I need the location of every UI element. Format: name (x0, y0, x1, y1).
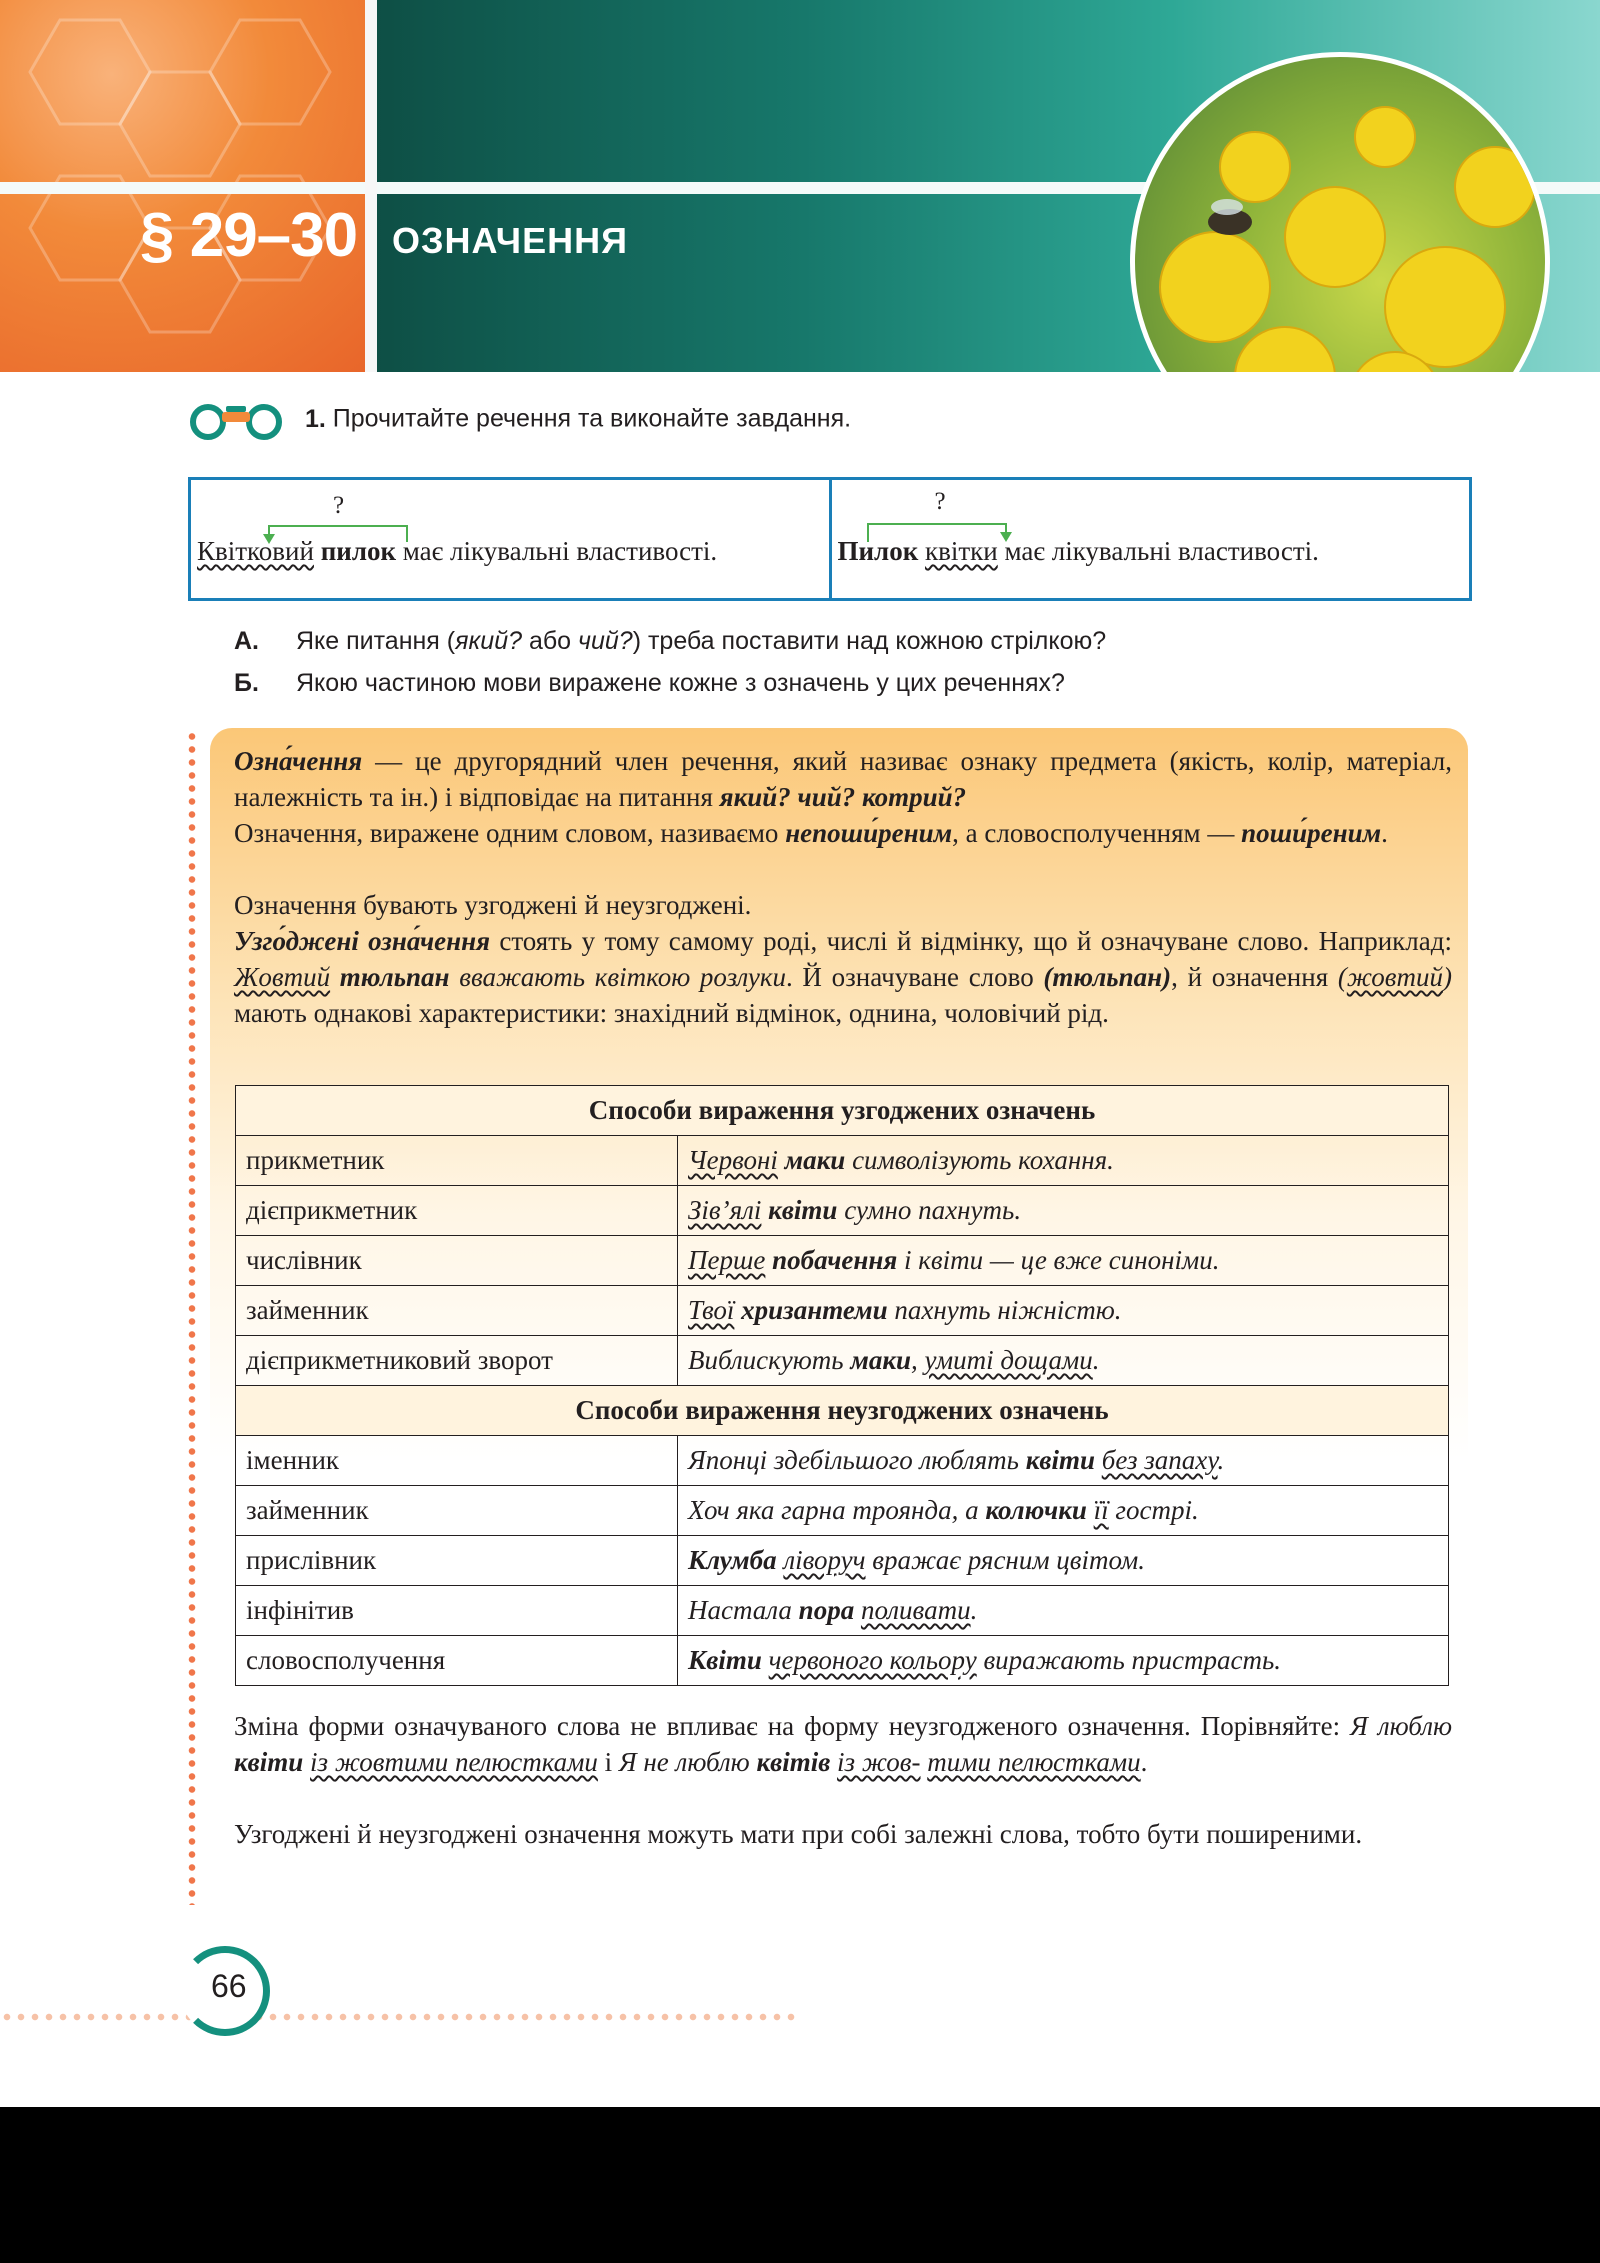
table-cell-example (678, 1536, 1449, 1586)
table-row (236, 1136, 1449, 1186)
question-b (234, 669, 1065, 698)
example-subject: тюльпан (339, 962, 450, 992)
rule-extended (234, 815, 1452, 851)
page-header (0, 0, 1600, 372)
table-cell-type: словосполучення (236, 1636, 678, 1686)
question-b-label: Б. (234, 669, 259, 697)
example-subject: Квіти (688, 1645, 762, 1675)
table-row (236, 1336, 1449, 1386)
rule-text: Зміна форми означуваного слова не впливає на форму неузгодженого означення. Порівняйте: (234, 1711, 1351, 1741)
example-text: Я не люблю (618, 1747, 757, 1777)
example-text: вважають квіткою розлуки (449, 962, 786, 992)
header-separator (365, 0, 377, 372)
sentence-2-rest: має лікувальні властивості. (997, 536, 1319, 566)
table-cell-example (678, 1136, 1449, 1186)
rule-text: , а словосполученням — (952, 818, 1242, 848)
rule-term: Узго́джені озна́чення (234, 926, 491, 956)
example-attribute: тими пелюстками (927, 1747, 1141, 1777)
example-subject: побачення (765, 1245, 898, 1275)
sentence-2-subject: Пилок (837, 536, 919, 566)
example-text: гострі. (1108, 1495, 1199, 1525)
binoculars-icon (186, 400, 286, 440)
task-instruction (186, 400, 851, 440)
sentence-cell-2 (829, 480, 1470, 598)
bee-icon (1208, 199, 1252, 235)
scan-black-border (0, 2107, 1600, 2263)
table-cell-example (678, 1586, 1449, 1636)
example-text: . (1092, 1345, 1100, 1375)
example-subject: колючки (985, 1495, 1087, 1525)
rule-text: . (1140, 1747, 1148, 1777)
rule-text: . Й означуване слово (785, 962, 1044, 992)
example-subject: квіти (761, 1195, 838, 1225)
example-attribute: її (1093, 1495, 1109, 1525)
table-row (236, 1486, 1449, 1536)
question-a-text: Яке питання ( (296, 627, 456, 655)
table-cell-type: прикметник (236, 1136, 678, 1186)
example-attribute: без запаху (1101, 1445, 1218, 1475)
question-mark: ? (333, 492, 345, 519)
example-text: виражають пристрасть. (976, 1645, 1281, 1675)
task-number: 1. (304, 404, 326, 433)
ways-table (235, 1085, 1449, 1686)
rule-text: . (1381, 818, 1388, 848)
example-text (762, 1645, 769, 1675)
table-cell-example (678, 1236, 1449, 1286)
table-cell-type: прислівник (236, 1536, 678, 1586)
rule-definition (234, 743, 1452, 815)
rule-text: стоять у тому самому роді, числі й відмінку, що й означуване слово. Наприклад: (490, 926, 1452, 956)
rule-dependent-words: Узгоджені й неузгоджені означення можуть мати при собі залежні слова, тобто бути поширеними. (234, 1819, 1363, 1849)
example-subject: Клумба (688, 1545, 777, 1575)
rule-text: , й означення (1171, 962, 1338, 992)
section-number: § 29–30 (140, 201, 358, 270)
example-attribute: поливати (860, 1595, 971, 1625)
example-text (1095, 1445, 1102, 1475)
table-row (236, 1186, 1449, 1236)
table-cell-type: інфінітив (236, 1586, 678, 1636)
table-row (236, 1636, 1449, 1686)
table-cell-type: іменник (236, 1436, 678, 1486)
question-a (234, 627, 1106, 656)
rule-form-change (234, 1708, 1452, 1780)
question-a-text: або (522, 627, 579, 655)
example-text (854, 1595, 861, 1625)
table-cell-type: займенник (236, 1486, 678, 1536)
sentence-2 (838, 536, 1319, 567)
table-row (236, 1236, 1449, 1286)
question-a-label: А. (234, 627, 259, 655)
section-title: ОЗНАЧЕННЯ (392, 220, 628, 261)
example-text: вражає рясним цвітом. (865, 1545, 1145, 1575)
rule-term: непоши́реним (785, 818, 953, 848)
question-a-italic: який? (455, 627, 522, 655)
example-attribute: із жовтими пелюстками (310, 1747, 598, 1777)
example-text: Настала (688, 1595, 799, 1625)
example-text: Виблискують (688, 1345, 851, 1375)
example-subject: хризантеми (734, 1295, 888, 1325)
rule-text: і (597, 1747, 619, 1777)
rule-term: Озна́чення (234, 746, 363, 776)
sentence-1 (197, 536, 717, 567)
example-subject: квітів (756, 1747, 831, 1777)
table-cell-example (678, 1486, 1449, 1536)
example-text: , (911, 1345, 925, 1375)
table-header-nonagreed: Способи вираження неузгоджених означень (236, 1386, 1449, 1436)
example-text: пахнуть ніжністю. (887, 1295, 1122, 1325)
example-text: Хоч яка гарна троянда, а (688, 1495, 986, 1525)
rule-term: поши́реним (1241, 818, 1382, 848)
example-subject: пора (798, 1595, 855, 1625)
task-text: Прочитайте речення та виконайте завдання. (332, 404, 852, 433)
rule-text: — це другорядний член речення, який називає ознаку предмета (якість, колір, матеріал, належність та ін.) і відповідає на питання (234, 746, 1452, 812)
rule-term: (тюльпан) (1043, 962, 1172, 992)
table-cell-example (678, 1336, 1449, 1386)
example-attribute: ліворуч (783, 1545, 866, 1575)
example-attribute: жовтий (1346, 962, 1443, 992)
example-attribute: червоного кольору (768, 1645, 977, 1675)
example-text: сумно пахнуть. (837, 1195, 1022, 1225)
rule-agreed (234, 923, 1452, 1031)
example-attribute: Жовтий (234, 962, 331, 992)
example-subject: квіти (234, 1747, 304, 1777)
rule-text: ) (1443, 962, 1452, 992)
table-cell-example (678, 1286, 1449, 1336)
example-text: . (970, 1595, 978, 1625)
table-cell-example (678, 1436, 1449, 1486)
rule-text: мають однакові характеристики: знахідний відмінок, однина, чоловічий рід. (234, 998, 1109, 1028)
example-attribute: Перше (688, 1245, 766, 1275)
sentence-1-rest: має лікувальні властивості. (396, 536, 718, 566)
table-row (236, 1436, 1449, 1486)
example-attribute: умиті дощами (924, 1345, 1093, 1375)
table-cell-example (678, 1186, 1449, 1236)
example-subject: маки (850, 1345, 912, 1375)
example-text: Я люблю (1350, 1711, 1453, 1741)
page-number: 66 (211, 1968, 247, 2004)
table-cell-type: дієприкметник (236, 1186, 678, 1236)
table-cell-type: числівник (236, 1236, 678, 1286)
table-cell-type: займенник (236, 1286, 678, 1336)
sentence-1-subject: пилок (320, 536, 397, 566)
example-text (1087, 1495, 1094, 1525)
example-text: символізують кохання. (845, 1145, 1114, 1175)
question-a-italic: чий? (578, 627, 633, 655)
dotted-margin-line (188, 730, 196, 1905)
sentence-1-attribute: Квітковий (197, 536, 314, 566)
example-subject: маки (777, 1145, 846, 1175)
sentence-2-attribute: квітки (925, 536, 998, 566)
sentence-box (188, 477, 1472, 601)
example-subject: квіти (1025, 1445, 1095, 1475)
question-mark: ? (934, 488, 946, 515)
rule-types: Означення бувають узгоджені й неузгоджені. (234, 890, 752, 920)
bottom-dotted-line (0, 2012, 800, 2022)
table-cell-type: дієприкметниковий зворот (236, 1336, 678, 1386)
question-a-text: ) треба поставити над кожною стрілкою? (632, 627, 1107, 655)
table-header-agreed: Способи вираження узгоджених означень (236, 1086, 1449, 1136)
example-text: Японці здебільшого люблять (688, 1445, 1026, 1475)
table-cell-example (678, 1636, 1449, 1686)
rule-text: ( (1337, 962, 1347, 992)
example-attribute: Зів’ялі (688, 1195, 762, 1225)
question-b-text: Якою частиною мови виражене кожне з означень у цих реченнях? (296, 669, 1065, 697)
table-row (236, 1286, 1449, 1336)
example-attribute: із жов- (837, 1747, 921, 1777)
example-attribute: Червоні (688, 1145, 778, 1175)
example-attribute: Твої (688, 1295, 735, 1325)
example-text: . (1217, 1445, 1225, 1475)
rule-text: Означення, виражене одним словом, називаємо (234, 818, 786, 848)
example-text: і квіти — це вже синоніми. (897, 1245, 1220, 1275)
table-row (236, 1536, 1449, 1586)
rule-questions: який? чий? котрий? (719, 782, 967, 812)
table-row (236, 1586, 1449, 1636)
sentence-cell-1 (191, 480, 829, 598)
